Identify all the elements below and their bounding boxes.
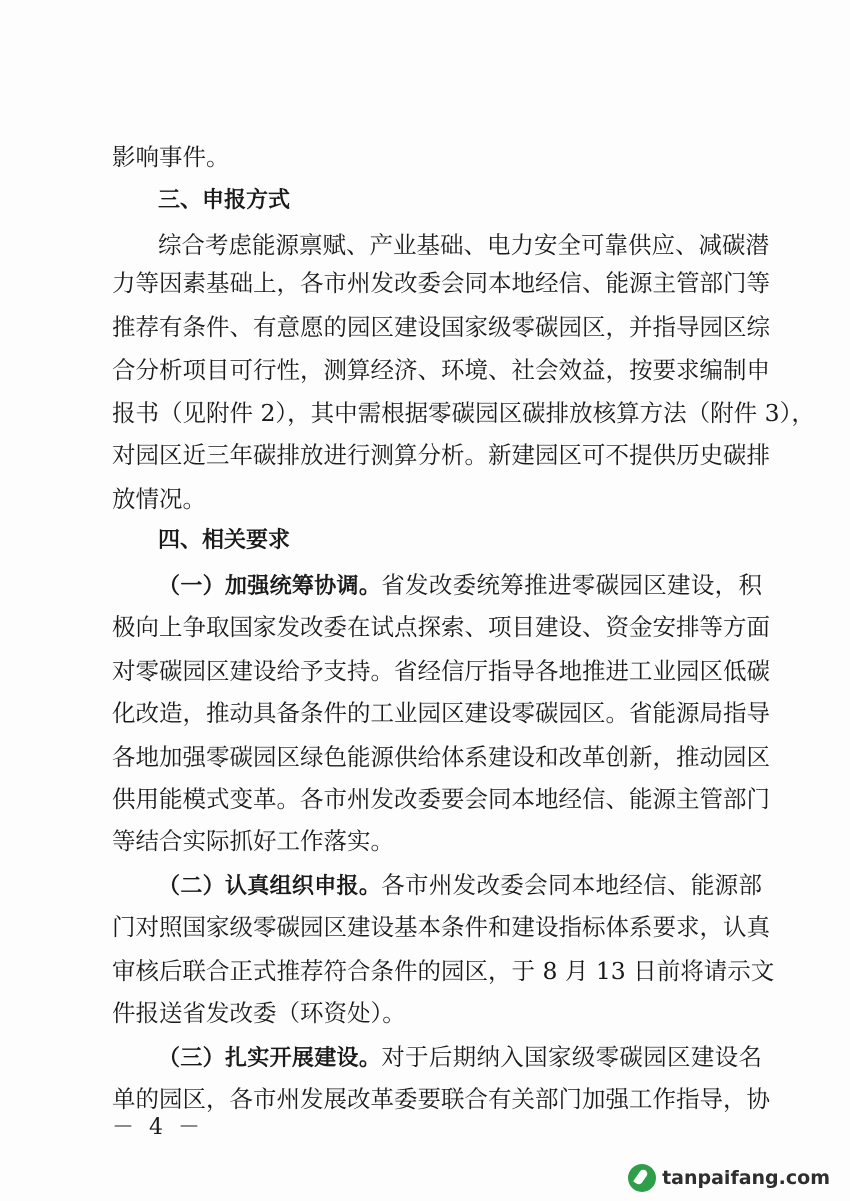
- body-text-run: 各市州发改委会同本地经信、能源部: [381, 871, 762, 899]
- body-text-line: 审核后联合正式推荐符合条件的园区，于 8 月 13 日前将请示文: [112, 957, 775, 985]
- body-text-line: 综合考虑能源禀赋、产业基础、电力安全可靠供应、减碳潜: [158, 231, 769, 259]
- body-text-line: 对园区近三年碳排放进行测算分析。新建园区可不提供历史碳排: [112, 441, 770, 469]
- body-text-line: 极向上争取国家发改委在试点探索、项目建设、资金安排等方面: [112, 613, 770, 641]
- body-text-line: 各地加强零碳园区绿色能源供给体系建设和改革创新，推动园区: [112, 743, 770, 771]
- body-text-line: 合分析项目可行性，测算经济、环境、社会效益，按要求编制申: [112, 356, 770, 384]
- body-text-line: 推荐有条件、有意愿的园区建设国家级零碳园区，并指导园区综: [112, 313, 770, 341]
- body-text-run: 省发改委统筹推进零碳园区建设，积: [381, 571, 762, 599]
- body-text-line: 门对照国家级零碳园区建设基本条件和建设指标体系要求，认真: [112, 913, 770, 941]
- body-text-line: 供用能模式变革。各市州发改委要会同本地经信、能源主管部门: [112, 785, 770, 813]
- body-text-line: 放情况。: [112, 485, 206, 513]
- section-heading-requirements: 四、相关要求: [158, 528, 291, 553]
- subheading-application: （二）认真组织申报。: [158, 874, 382, 899]
- body-text-line: 影响事件。: [112, 143, 230, 171]
- paragraph-first-line: [158, 1042, 762, 1074]
- paragraph-first-line: [158, 870, 762, 902]
- body-text-line: 化改造，推动具备条件的工业园区建设零碳园区。省能源局指导: [112, 699, 770, 727]
- watermark: [628, 1161, 830, 1195]
- section-heading-submission-method: 三、申报方式: [158, 188, 291, 213]
- body-text-run: 对于后期纳入国家级零碳园区建设名: [381, 1043, 762, 1071]
- body-text-line: 单的园区，各市州发展改革委要联合有关部门加强工作指导，协: [112, 1085, 770, 1113]
- body-text-line: 件报送省发改委（环资处）。: [112, 999, 406, 1027]
- body-text-line: 对零碳园区建设给予支持。省经信厅指导各地推进工业园区低碳: [112, 657, 770, 685]
- watermark-text: tanpaifang.com: [662, 1167, 830, 1189]
- body-text-line: 报书（见附件 2），其中需根据零碳园区碳排放核算方法（附件 3），: [112, 399, 815, 427]
- page-number: － 4 －: [112, 1115, 204, 1140]
- leaf-icon: [628, 1164, 656, 1192]
- subheading-construction: （三）扎实开展建设。: [158, 1046, 382, 1071]
- body-text-line: 力等因素基础上，各市州发改委会同本地经信、能源主管部门等: [112, 269, 770, 297]
- subheading-coordination: （一）加强统筹协调。: [158, 574, 382, 599]
- paragraph-first-line: [158, 570, 762, 602]
- body-text-line: 等结合实际抓好工作落实。: [112, 827, 394, 855]
